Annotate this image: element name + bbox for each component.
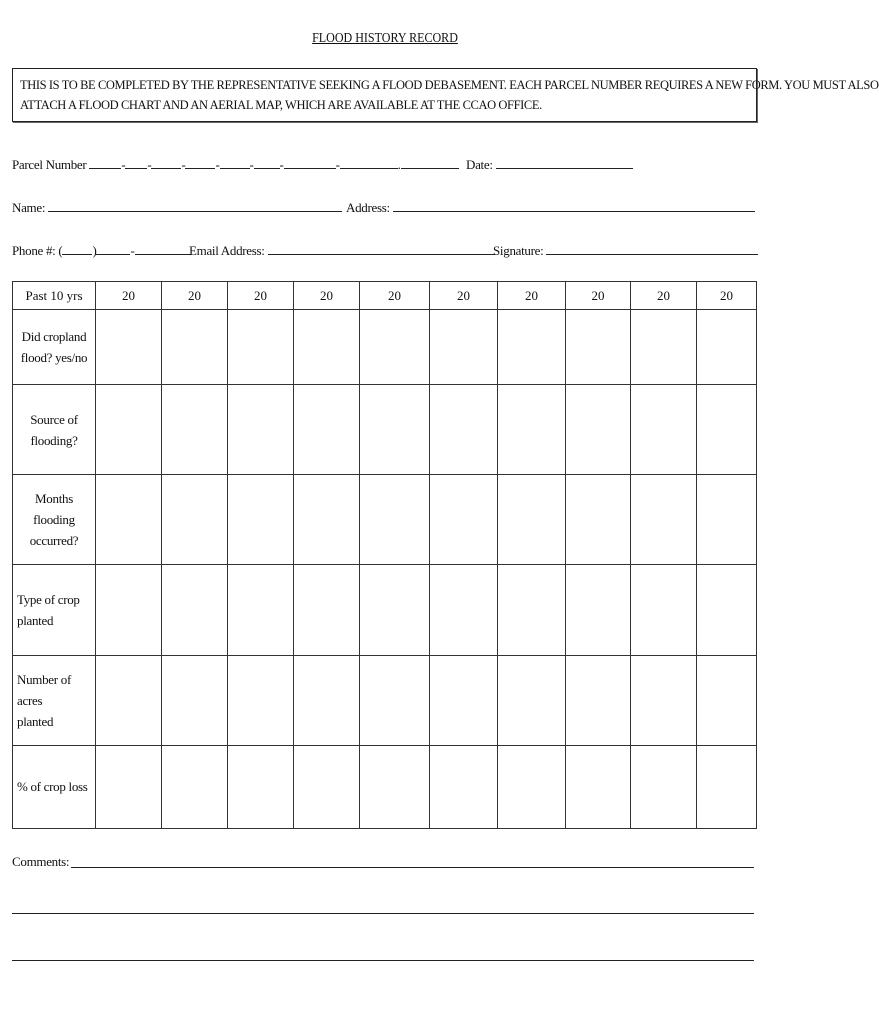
instructions-line-1: THIS IS TO BE COMPLETED BY THE REPRESENTATIVE SEEKING A FLOOD DEBASEMENT. EACH PARCEL NUMBER REQUIRES A NEW FORM. YOU MUST ALSO bbox=[20, 78, 879, 92]
entry-cell[interactable] bbox=[294, 385, 360, 475]
table-row bbox=[13, 745, 757, 828]
year-header: 20 bbox=[697, 282, 757, 310]
address-group bbox=[346, 199, 755, 216]
form-title: FLOOD HISTORY RECORD bbox=[312, 31, 458, 46]
row-label-crop-loss: % of crop loss bbox=[13, 745, 96, 828]
year-header: 20 bbox=[498, 282, 566, 310]
date-field[interactable] bbox=[496, 156, 633, 169]
parcel-number-label: Parcel Number bbox=[12, 157, 87, 172]
year-header: 20 bbox=[430, 282, 498, 310]
parcel-segment-5[interactable] bbox=[220, 156, 250, 169]
table-row bbox=[13, 565, 757, 655]
entry-cell[interactable] bbox=[430, 565, 498, 655]
name-field[interactable] bbox=[48, 199, 342, 212]
entry-cell[interactable] bbox=[566, 475, 631, 565]
name-row bbox=[12, 199, 342, 216]
entry-cell[interactable] bbox=[498, 655, 566, 745]
year-header: 20 bbox=[566, 282, 631, 310]
table-header-row bbox=[13, 282, 757, 310]
year-header: 20 bbox=[228, 282, 294, 310]
email-group bbox=[189, 242, 495, 259]
entry-cell[interactable] bbox=[228, 655, 294, 745]
entry-cell[interactable] bbox=[498, 745, 566, 828]
entry-cell[interactable] bbox=[96, 565, 162, 655]
entry-cell[interactable] bbox=[294, 745, 360, 828]
date-group bbox=[466, 156, 633, 173]
row-label-cropland-flood: Did cropland flood? yes/no bbox=[13, 310, 96, 385]
row-label-number-of-acres: Number of acres planted bbox=[13, 655, 96, 745]
entry-cell[interactable] bbox=[430, 385, 498, 475]
email-label: Email Address: bbox=[189, 243, 265, 258]
parcel-segment-3[interactable] bbox=[151, 156, 181, 169]
entry-cell[interactable] bbox=[228, 310, 294, 385]
entry-cell[interactable] bbox=[697, 385, 757, 475]
entry-cell[interactable] bbox=[631, 475, 697, 565]
name-label: Name: bbox=[12, 200, 46, 215]
entry-cell[interactable] bbox=[430, 655, 498, 745]
entry-cell[interactable] bbox=[228, 565, 294, 655]
phone-paren: ) bbox=[92, 243, 97, 258]
comments-line-3[interactable] bbox=[12, 960, 754, 961]
row-label-months-flooding: Months flooding occurred? bbox=[13, 475, 96, 565]
entry-cell[interactable] bbox=[294, 565, 360, 655]
phone-line-field[interactable] bbox=[135, 242, 191, 255]
entry-cell[interactable] bbox=[228, 745, 294, 828]
date-label: Date: bbox=[466, 157, 493, 172]
entry-cell[interactable] bbox=[697, 565, 757, 655]
instructions-box bbox=[12, 68, 879, 122]
entry-cell[interactable] bbox=[360, 655, 430, 745]
entry-cell[interactable] bbox=[498, 475, 566, 565]
entry-cell[interactable] bbox=[697, 745, 757, 828]
entry-cell[interactable] bbox=[360, 310, 430, 385]
instructions-line-2: ATTACH A FLOOD CHART AND AN AERIAL MAP, WHICH ARE AVAILABLE AT THE CCAO OFFICE. bbox=[20, 98, 542, 112]
entry-cell[interactable] bbox=[96, 475, 162, 565]
entry-cell[interactable] bbox=[631, 385, 697, 475]
phone-label: Phone #: ( bbox=[12, 243, 63, 258]
entry-cell[interactable] bbox=[162, 655, 228, 745]
parcel-segment-7[interactable] bbox=[284, 156, 336, 169]
comments-line-2[interactable] bbox=[12, 913, 754, 914]
parcel-segment-6[interactable] bbox=[254, 156, 280, 169]
entry-cell[interactable] bbox=[697, 475, 757, 565]
phone-area-code-field[interactable] bbox=[62, 242, 92, 255]
entry-cell[interactable] bbox=[360, 745, 430, 828]
year-header: 20 bbox=[162, 282, 228, 310]
entry-cell[interactable] bbox=[294, 310, 360, 385]
flood-history-table bbox=[12, 281, 757, 829]
signature-field[interactable] bbox=[546, 242, 758, 255]
entry-cell[interactable] bbox=[631, 655, 697, 745]
entry-cell[interactable] bbox=[566, 745, 631, 828]
year-header: 20 bbox=[631, 282, 697, 310]
entry-cell[interactable] bbox=[96, 310, 162, 385]
parcel-segment-4[interactable] bbox=[185, 156, 215, 169]
table-row bbox=[13, 310, 757, 385]
entry-cell[interactable] bbox=[498, 565, 566, 655]
email-field[interactable] bbox=[268, 242, 495, 255]
entry-cell[interactable] bbox=[566, 655, 631, 745]
entry-cell[interactable] bbox=[498, 385, 566, 475]
year-header: 20 bbox=[294, 282, 360, 310]
entry-cell[interactable] bbox=[162, 310, 228, 385]
entry-cell[interactable] bbox=[430, 475, 498, 565]
entry-cell[interactable] bbox=[96, 385, 162, 475]
entry-cell[interactable] bbox=[96, 745, 162, 828]
signature-group bbox=[493, 242, 758, 259]
entry-cell[interactable] bbox=[566, 565, 631, 655]
table-row bbox=[13, 655, 757, 745]
table-row bbox=[13, 475, 757, 565]
comments-line-1[interactable] bbox=[12, 867, 754, 868]
parcel-segment-9[interactable] bbox=[401, 156, 459, 169]
entry-cell[interactable] bbox=[228, 475, 294, 565]
year-header: 20 bbox=[96, 282, 162, 310]
row-label-type-of-crop: Type of crop planted bbox=[13, 565, 96, 655]
entry-cell[interactable] bbox=[162, 745, 228, 828]
year-header: 20 bbox=[360, 282, 430, 310]
entry-cell[interactable] bbox=[631, 565, 697, 655]
entry-cell[interactable] bbox=[360, 475, 430, 565]
entry-cell[interactable] bbox=[430, 310, 498, 385]
entry-cell[interactable] bbox=[228, 385, 294, 475]
entry-cell[interactable] bbox=[360, 385, 430, 475]
row-label-source-of-flooding: Source of flooding? bbox=[13, 385, 96, 475]
parcel-segment-1[interactable] bbox=[89, 156, 121, 169]
past-10-years-header: Past 10 yrs bbox=[13, 282, 96, 310]
signature-label: Signature: bbox=[493, 243, 544, 258]
entry-cell[interactable] bbox=[566, 310, 631, 385]
entry-cell[interactable] bbox=[430, 745, 498, 828]
parcel-segment-8[interactable] bbox=[340, 156, 398, 169]
phone-prefix-field[interactable] bbox=[96, 242, 130, 255]
address-label: Address: bbox=[346, 200, 390, 215]
entry-cell[interactable] bbox=[162, 475, 228, 565]
entry-cell[interactable] bbox=[360, 565, 430, 655]
entry-cell[interactable] bbox=[294, 655, 360, 745]
entry-cell[interactable] bbox=[697, 655, 757, 745]
address-field[interactable] bbox=[393, 199, 755, 212]
entry-cell[interactable] bbox=[631, 745, 697, 828]
entry-cell[interactable] bbox=[162, 565, 228, 655]
entry-cell[interactable] bbox=[498, 310, 566, 385]
entry-cell[interactable] bbox=[96, 655, 162, 745]
entry-cell[interactable] bbox=[631, 310, 697, 385]
parcel-date-row: Parcel Number - - - - - - - . bbox=[12, 156, 459, 173]
entry-cell[interactable] bbox=[294, 475, 360, 565]
comments-label: Comments: bbox=[12, 854, 70, 869]
entry-cell[interactable] bbox=[162, 385, 228, 475]
entry-cell[interactable] bbox=[697, 310, 757, 385]
parcel-segment-2[interactable] bbox=[125, 156, 147, 169]
phone-row: Phone #: ( ) - bbox=[12, 242, 191, 259]
table-row bbox=[13, 385, 757, 475]
entry-cell[interactable] bbox=[566, 385, 631, 475]
